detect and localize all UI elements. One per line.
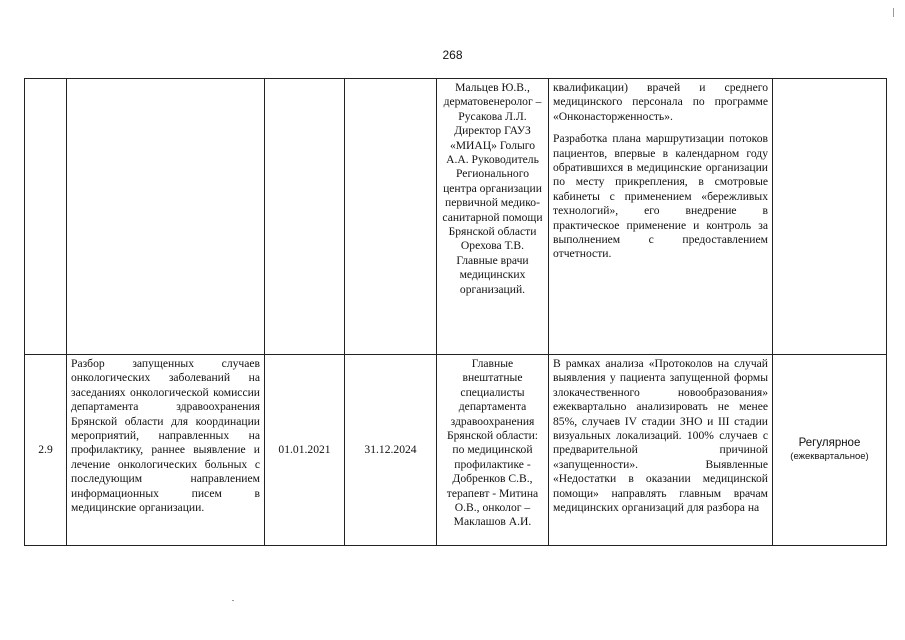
plan-table (24, 78, 887, 546)
result-cell (549, 355, 773, 546)
frequency-cell (773, 79, 887, 355)
activity-cell (67, 79, 265, 355)
responsible-cell: Главные внештатные специалисты департамента здравоохранения Брянской области: по медицинской профилактике - Добренков С.В., терапевт - Митина О.В., онколог – Маклашов А.И. (437, 355, 549, 546)
start-date-cell: 01.01.2021 (265, 355, 345, 546)
frequency-note: (ежеквартальное) (790, 451, 869, 462)
scan-artifact-mark (893, 8, 894, 17)
result-paragraph: квалификации) врачей и среднего медицинского персонала по программе «Онконасторженность». (553, 81, 768, 123)
scan-artifact-mark (232, 600, 234, 601)
table-row (25, 79, 887, 355)
activity-cell: Разбор запущенных случаев онкологических заболеваний на заседаниях онкологической комиссии департамента здравоохранения Брянской области для координации мероприятий, направленных на профилактику, раннее выявление и лечение онкологических больных с последующим направлением информационных писем в медицинские организации. (67, 355, 265, 546)
result-cell (549, 79, 773, 355)
start-date-cell (265, 79, 345, 355)
end-date-cell (345, 79, 437, 355)
result-paragraph: Разработка плана маршрутизации потоков пациентов, впервые в календарном году обратившихся в медицинские организации по месту прикрепления, в смотровые кабинеты с применением «бережливых технологий», его внедрение в практическое применение и контроль за выполнением с предоставлением отчетности. (553, 132, 768, 261)
row-number-cell (25, 79, 67, 355)
page-number: 268 (442, 48, 463, 62)
end-date-cell: 31.12.2024 (345, 355, 437, 546)
row-number-cell: 2.9 (25, 355, 67, 546)
table-row (25, 355, 887, 546)
frequency-cell (773, 355, 887, 546)
result-paragraph: В рамках анализа «Протоколов на случай выявления у пациента запущенной формы злокачественного новообразования» ежеквартально анализировать не менее 85%, случаев IV стадии ЗНО и III стадии визуальных локализаций. 100% случаев с предварительной причиной «запущенности». Выявленные «Недостатки в оказании медицинской помощи» направлять главным врачам медицинских организаций для разбора на (553, 357, 768, 515)
responsible-cell: Мальцев Ю.В., дерматовенеролог – Русакова Л.Л. Директор ГАУЗ «МИАЦ» Голыго А.А. Руководитель Регионального центра организации первичной медико-санитарной помощи Брянской области Орехова Т.В. Главные врачи медицинских организаций. (437, 79, 549, 355)
frequency-label: Регулярное (798, 436, 861, 449)
